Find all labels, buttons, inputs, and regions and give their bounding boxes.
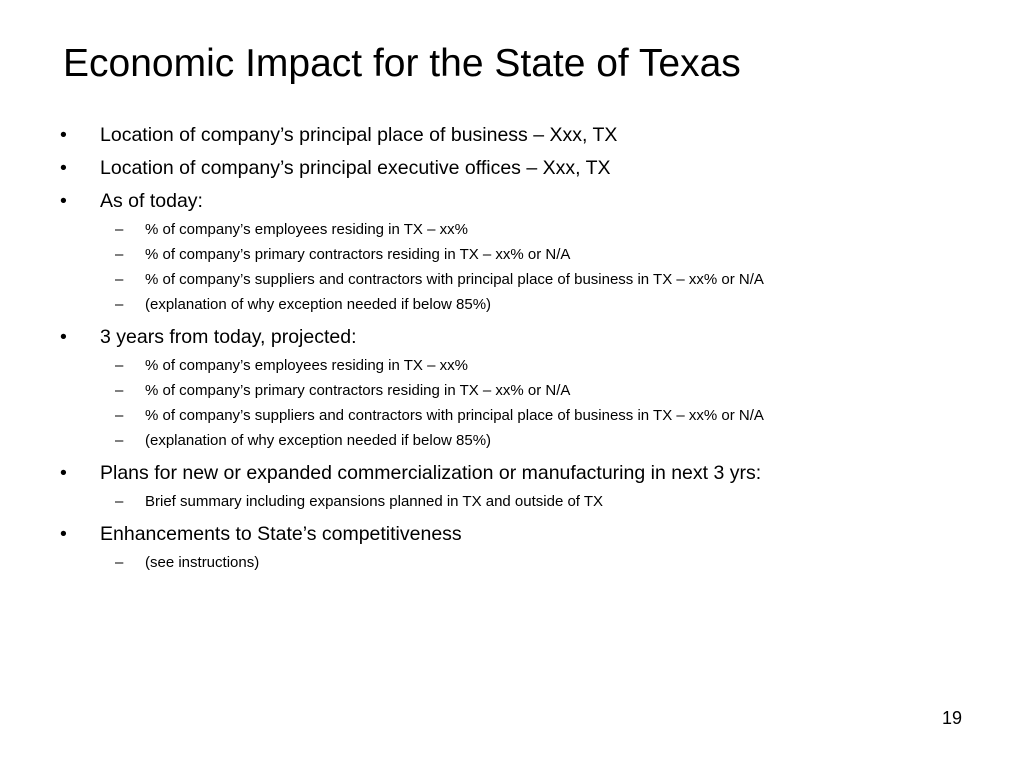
bullet-text: As of today: (100, 190, 203, 212)
sub-bullet-text: (explanation of why exception needed if below 85%) (145, 432, 492, 449)
sub-bullet-item (100, 217, 987, 242)
sub-bullet-list (100, 550, 987, 575)
sub-bullet-item (100, 403, 987, 428)
bullet-text: 3 years from today, projected: (100, 326, 357, 348)
sub-bullet-list (100, 353, 987, 453)
bullet-item (57, 324, 987, 453)
bullet-marker: • (60, 326, 67, 348)
sub-bullet-list (100, 217, 987, 317)
sub-bullet-marker: – (115, 271, 124, 288)
bullet-item (57, 521, 987, 575)
sub-bullet-item (100, 267, 987, 292)
sub-bullet-marker: – (115, 296, 124, 313)
bullet-text: Enhancements to State’s competitiveness (100, 523, 462, 545)
bullet-text: Location of company’s principal executive offices – Xxx, TX (100, 157, 611, 179)
sub-bullet-item (100, 550, 987, 575)
slide-title: Economic Impact for the State of Texas (63, 42, 741, 85)
sub-bullet-list (100, 489, 987, 514)
bullet-marker: • (60, 462, 67, 484)
sub-bullet-marker: – (115, 432, 124, 449)
sub-bullet-item (100, 378, 987, 403)
sub-bullet-text: (explanation of why exception needed if below 85%) (145, 296, 492, 313)
bullet-item (57, 188, 987, 317)
sub-bullet-text: (see instructions) (145, 554, 260, 571)
sub-bullet-marker: – (115, 407, 124, 424)
sub-bullet-marker: – (115, 221, 124, 238)
sub-bullet-marker: – (115, 493, 124, 510)
sub-bullet-text: Brief summary including expansions planned in TX and outside of TX (145, 493, 604, 510)
bullet-marker: • (60, 157, 67, 179)
bullet-marker: • (60, 190, 67, 212)
bullet-marker: • (60, 523, 67, 545)
sub-bullet-item (100, 242, 987, 267)
sub-bullet-item (100, 489, 987, 514)
sub-bullet-marker: – (115, 357, 124, 374)
bullet-text: Location of company’s principal place of business – Xxx, TX (100, 124, 618, 146)
bullet-list (57, 122, 987, 580)
sub-bullet-text: % of company’s suppliers and contractors with principal place of business in TX – xx% or N/A (145, 407, 764, 424)
bullet-item (57, 460, 987, 514)
sub-bullet-item (100, 428, 987, 453)
sub-bullet-item (100, 353, 987, 378)
sub-bullet-marker: – (115, 382, 124, 399)
sub-bullet-text: % of company’s suppliers and contractors with principal place of business in TX – xx% or N/A (145, 271, 764, 288)
bullet-marker: • (60, 124, 67, 146)
sub-bullet-text: % of company’s primary contractors residing in TX – xx% or N/A (145, 382, 571, 399)
sub-bullet-item (100, 292, 987, 317)
page-number: 19 (941, 708, 962, 728)
bullet-item (57, 155, 987, 181)
sub-bullet-text: % of company’s employees residing in TX – xx% (145, 357, 468, 374)
bullet-text: Plans for new or expanded commercialization or manufacturing in next 3 yrs: (100, 462, 762, 484)
sub-bullet-text: % of company’s employees residing in TX – xx% (145, 221, 468, 238)
sub-bullet-text: % of company’s primary contractors residing in TX – xx% or N/A (145, 246, 571, 263)
sub-bullet-marker: – (115, 246, 124, 263)
sub-bullet-marker: – (115, 554, 124, 571)
bullet-item (57, 122, 987, 148)
